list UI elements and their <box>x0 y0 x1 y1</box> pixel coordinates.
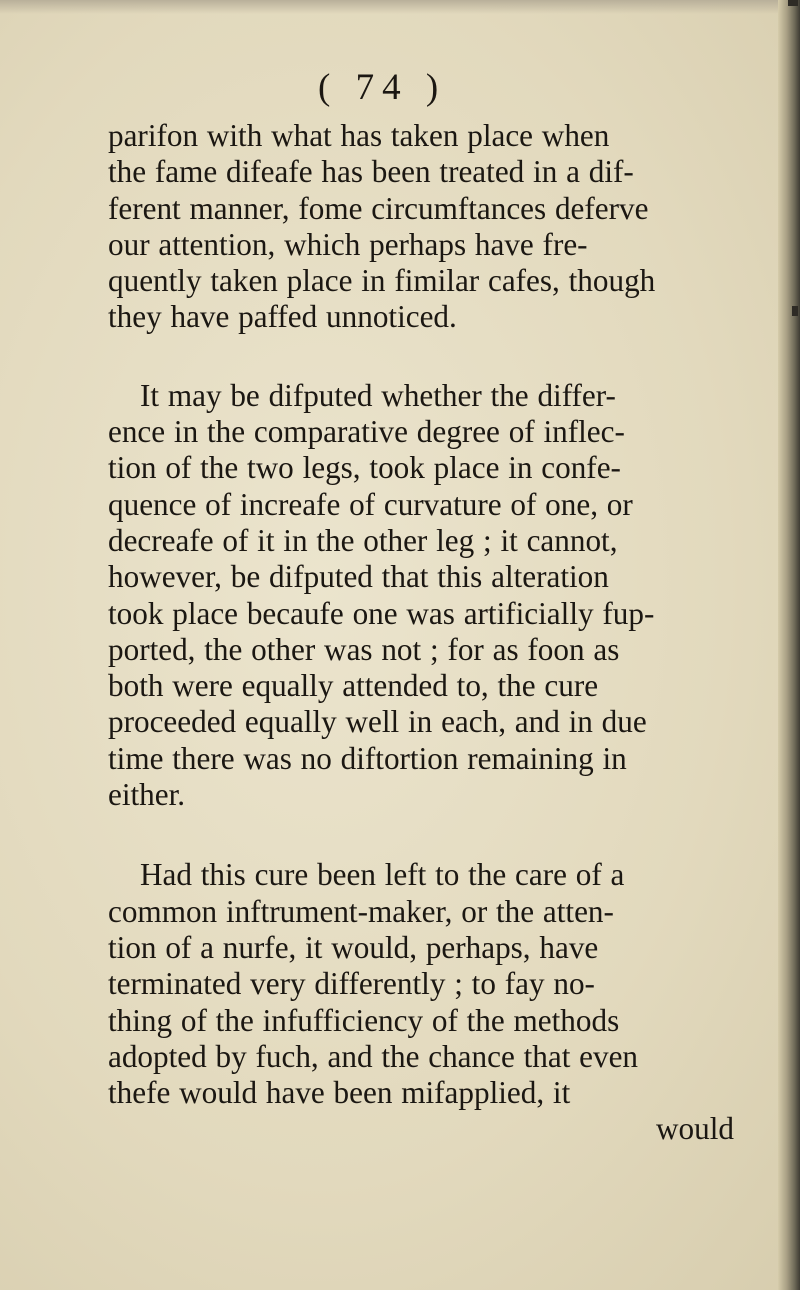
text-line: the fame difeafe has been treated in a dif- <box>108 154 634 190</box>
catchword: would <box>656 1111 734 1147</box>
paragraph-2 <box>108 378 748 814</box>
text-line: tion of a nurfe, it would, perhaps, have <box>108 929 599 965</box>
text-line: ferent manner, fome circumftances deferve <box>108 190 649 226</box>
text-line: ence in the comparative degree of inflec- <box>108 414 625 450</box>
text-line: proceeded equally well in each, and in due <box>108 704 647 740</box>
text-line: Had this cure been left to the care of a <box>140 857 625 893</box>
page-number: ( 74 ) <box>318 67 447 108</box>
text-line: decreafe of it in the other leg ; it cannot, <box>108 522 618 558</box>
text-line: quently taken place in fimilar cafes, though <box>108 263 656 299</box>
book-spine-shadow <box>778 0 800 1290</box>
paragraph-3 <box>108 857 748 1147</box>
paragraph-spacer <box>108 336 748 378</box>
spine-mark <box>792 306 798 316</box>
text-line: time there was no diftortion remaining in <box>108 740 627 776</box>
text-line: either. <box>108 777 186 813</box>
paragraph-1 <box>108 118 748 336</box>
text-line: It may be difputed whether the differ- <box>140 377 616 413</box>
text-line: both were equally attended to, the cure <box>108 668 599 704</box>
text-line: our attention, which perhaps have fre- <box>108 226 588 262</box>
text-line: thing of the infufficiency of the methods <box>108 1002 620 1038</box>
paragraph-spacer <box>108 813 748 857</box>
text-line: quence of increafe of curvature of one, or <box>108 486 633 522</box>
text-line: adopted by fuch, and the chance that even <box>108 1038 639 1074</box>
text-line: however, be difputed that this alteration <box>108 559 609 595</box>
text-line: ported, the other was not ; for as foon as <box>108 631 620 667</box>
text-line: parifon with what has taken place when <box>108 118 610 153</box>
spine-mark <box>788 0 798 6</box>
text-line: terminated very differently ; to fay no- <box>108 966 595 1002</box>
text-line: took place becaufe one was artificially fup- <box>108 595 655 631</box>
text-line: common inftrument-maker, or the atten- <box>108 893 614 929</box>
text-line: tion of the two legs, took place in confe- <box>108 450 621 486</box>
text-line: they have paffed unnoticed. <box>108 299 457 335</box>
body-text <box>108 118 748 1148</box>
text-line: thefe would have been mifapplied, it <box>108 1075 571 1111</box>
